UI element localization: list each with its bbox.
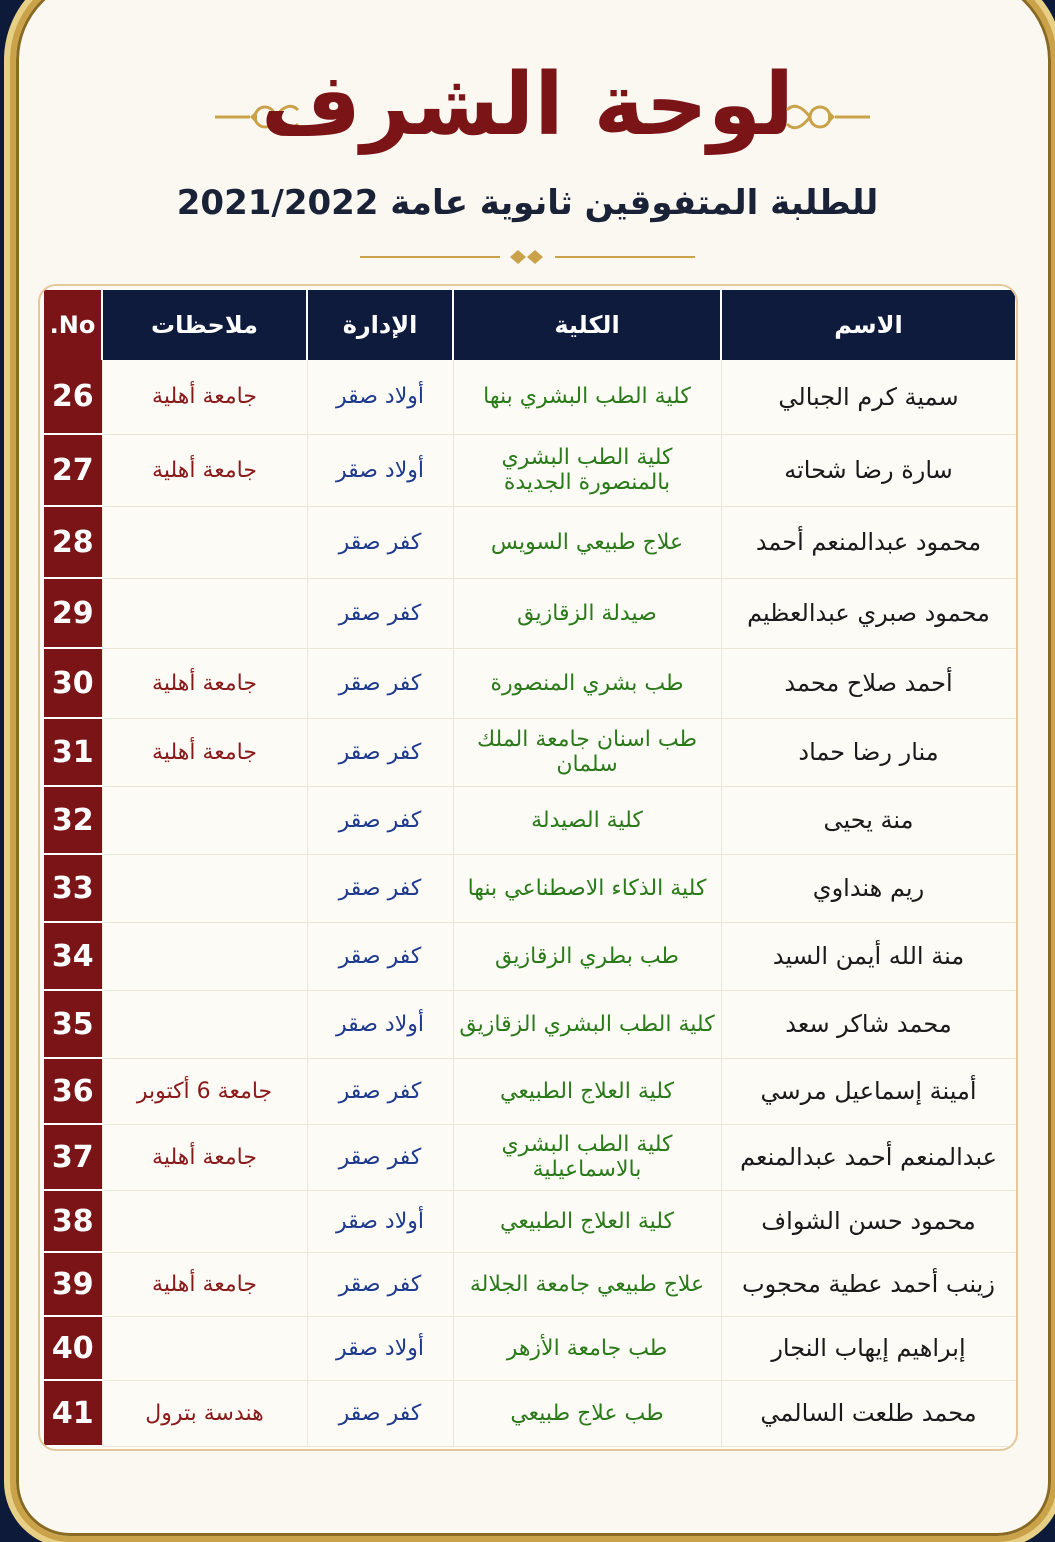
- row-department: أولاد صقر: [307, 434, 453, 506]
- row-number: 34: [44, 922, 102, 990]
- row-number: 29: [44, 578, 102, 648]
- row-faculty: طب بطري الزقازيق: [453, 922, 721, 990]
- row-faculty: علاج طبيعي السويس: [453, 506, 721, 578]
- table-header-row: [44, 290, 1016, 360]
- row-faculty: كلية الطب البشري الزقازيق: [453, 990, 721, 1058]
- row-department: كفر صقر: [307, 648, 453, 718]
- row-notes: [102, 578, 307, 648]
- table-row: [44, 360, 1016, 434]
- row-number: 35: [44, 990, 102, 1058]
- row-number: 30: [44, 648, 102, 718]
- row-name: سمية كرم الجبالي: [721, 360, 1016, 434]
- row-number: 33: [44, 854, 102, 922]
- row-name: سارة رضا شحاته: [721, 434, 1016, 506]
- row-number: 26: [44, 360, 102, 434]
- row-name: أحمد صلاح محمد: [721, 648, 1016, 718]
- row-notes: جامعة أهلية: [102, 360, 307, 434]
- row-notes: جامعة 6 أكتوبر: [102, 1058, 307, 1124]
- table-row: [44, 578, 1016, 648]
- row-notes: جامعة أهلية: [102, 648, 307, 718]
- row-faculty: طب علاج طبيعي: [453, 1380, 721, 1446]
- row-notes: جامعة أهلية: [102, 1124, 307, 1190]
- table-row: [44, 648, 1016, 718]
- row-notes: [102, 506, 307, 578]
- row-number: 41: [44, 1380, 102, 1446]
- table-row: [44, 854, 1016, 922]
- row-faculty: علاج طبيعي جامعة الجلالة: [453, 1252, 721, 1316]
- row-department: كفر صقر: [307, 578, 453, 648]
- row-name: محمود حسن الشواف: [721, 1190, 1016, 1252]
- table-row: [44, 990, 1016, 1058]
- divider-ornament-icon: [360, 248, 695, 266]
- table-row: [44, 506, 1016, 578]
- row-department: كفر صقر: [307, 1058, 453, 1124]
- row-number: 31: [44, 718, 102, 786]
- row-faculty: كلية العلاج الطبيعي: [453, 1058, 721, 1124]
- row-name: عبدالمنعم أحمد عبدالمنعم: [721, 1124, 1016, 1190]
- table-row: [44, 922, 1016, 990]
- table-row: [44, 1252, 1016, 1316]
- row-department: كفر صقر: [307, 786, 453, 854]
- column-header-name: الاسم: [721, 290, 1016, 360]
- row-name: منار رضا حماد: [721, 718, 1016, 786]
- honor-table-container: [38, 284, 1018, 1451]
- ornament-right-icon: [785, 92, 875, 142]
- row-notes: جامعة أهلية: [102, 434, 307, 506]
- page-title: لوحة الشرف: [261, 55, 794, 155]
- row-faculty: كلية الطب البشري بالمنصورة الجديدة: [453, 434, 721, 506]
- row-faculty: كلية الذكاء الاصطناعي بنها: [453, 854, 721, 922]
- row-notes: [102, 1190, 307, 1252]
- honor-table: [44, 290, 1017, 1447]
- row-name: محمد شاكر سعد: [721, 990, 1016, 1058]
- row-notes: [102, 922, 307, 990]
- row-faculty: طب جامعة الأزهر: [453, 1316, 721, 1380]
- row-name: محمد طلعت السالمي: [721, 1380, 1016, 1446]
- row-faculty: كلية العلاج الطبيعي: [453, 1190, 721, 1252]
- row-number: 28: [44, 506, 102, 578]
- row-faculty: كلية الطب البشري بالاسماعيلية: [453, 1124, 721, 1190]
- table-row: [44, 786, 1016, 854]
- row-notes: جامعة أهلية: [102, 1252, 307, 1316]
- row-name: منة الله أيمن السيد: [721, 922, 1016, 990]
- page-subtitle: للطلبة المتفوقين ثانوية عامة 2021/2022: [176, 183, 879, 223]
- row-name: أمينة إسماعيل مرسي: [721, 1058, 1016, 1124]
- row-notes: [102, 990, 307, 1058]
- row-number: 39: [44, 1252, 102, 1316]
- row-number: 27: [44, 434, 102, 506]
- row-department: كفر صقر: [307, 1252, 453, 1316]
- row-number: 32: [44, 786, 102, 854]
- row-notes: [102, 1316, 307, 1380]
- row-name: محمود عبدالمنعم أحمد: [721, 506, 1016, 578]
- column-header-faculty: الكلية: [453, 290, 721, 360]
- column-header-department: الإدارة: [307, 290, 453, 360]
- table-row: [44, 1190, 1016, 1252]
- row-department: أولاد صقر: [307, 990, 453, 1058]
- row-faculty: طب بشري المنصورة: [453, 648, 721, 718]
- row-number: 40: [44, 1316, 102, 1380]
- row-notes: هندسة بترول: [102, 1380, 307, 1446]
- table-row: [44, 1058, 1016, 1124]
- row-department: كفر صقر: [307, 1124, 453, 1190]
- row-name: منة يحيى: [721, 786, 1016, 854]
- column-header-notes: ملاحظات: [102, 290, 307, 360]
- row-department: كفر صقر: [307, 506, 453, 578]
- row-notes: جامعة أهلية: [102, 718, 307, 786]
- table-row: [44, 1316, 1016, 1380]
- table-row: [44, 434, 1016, 506]
- row-department: كفر صقر: [307, 718, 453, 786]
- row-name: محمود صبري عبدالعظيم: [721, 578, 1016, 648]
- row-notes: [102, 786, 307, 854]
- column-header-no: No.: [44, 290, 102, 360]
- row-department: أولاد صقر: [307, 1190, 453, 1252]
- row-name: ريم هنداوي: [721, 854, 1016, 922]
- row-number: 38: [44, 1190, 102, 1252]
- table-row: [44, 1380, 1016, 1446]
- row-faculty: طب اسنان جامعة الملك سلمان: [453, 718, 721, 786]
- table-row: [44, 1124, 1016, 1190]
- row-name: إبراهيم إيهاب النجار: [721, 1316, 1016, 1380]
- row-department: أولاد صقر: [307, 360, 453, 434]
- row-department: أولاد صقر: [307, 1316, 453, 1380]
- row-department: كفر صقر: [307, 854, 453, 922]
- row-faculty: صيدلة الزقازيق: [453, 578, 721, 648]
- row-department: كفر صقر: [307, 922, 453, 990]
- row-notes: [102, 854, 307, 922]
- row-department: كفر صقر: [307, 1380, 453, 1446]
- row-faculty: كلية الطب البشري بنها: [453, 360, 721, 434]
- row-number: 36: [44, 1058, 102, 1124]
- table-row: [44, 718, 1016, 786]
- row-faculty: كلية الصيدلة: [453, 786, 721, 854]
- row-name: زينب أحمد عطية محجوب: [721, 1252, 1016, 1316]
- row-number: 37: [44, 1124, 102, 1190]
